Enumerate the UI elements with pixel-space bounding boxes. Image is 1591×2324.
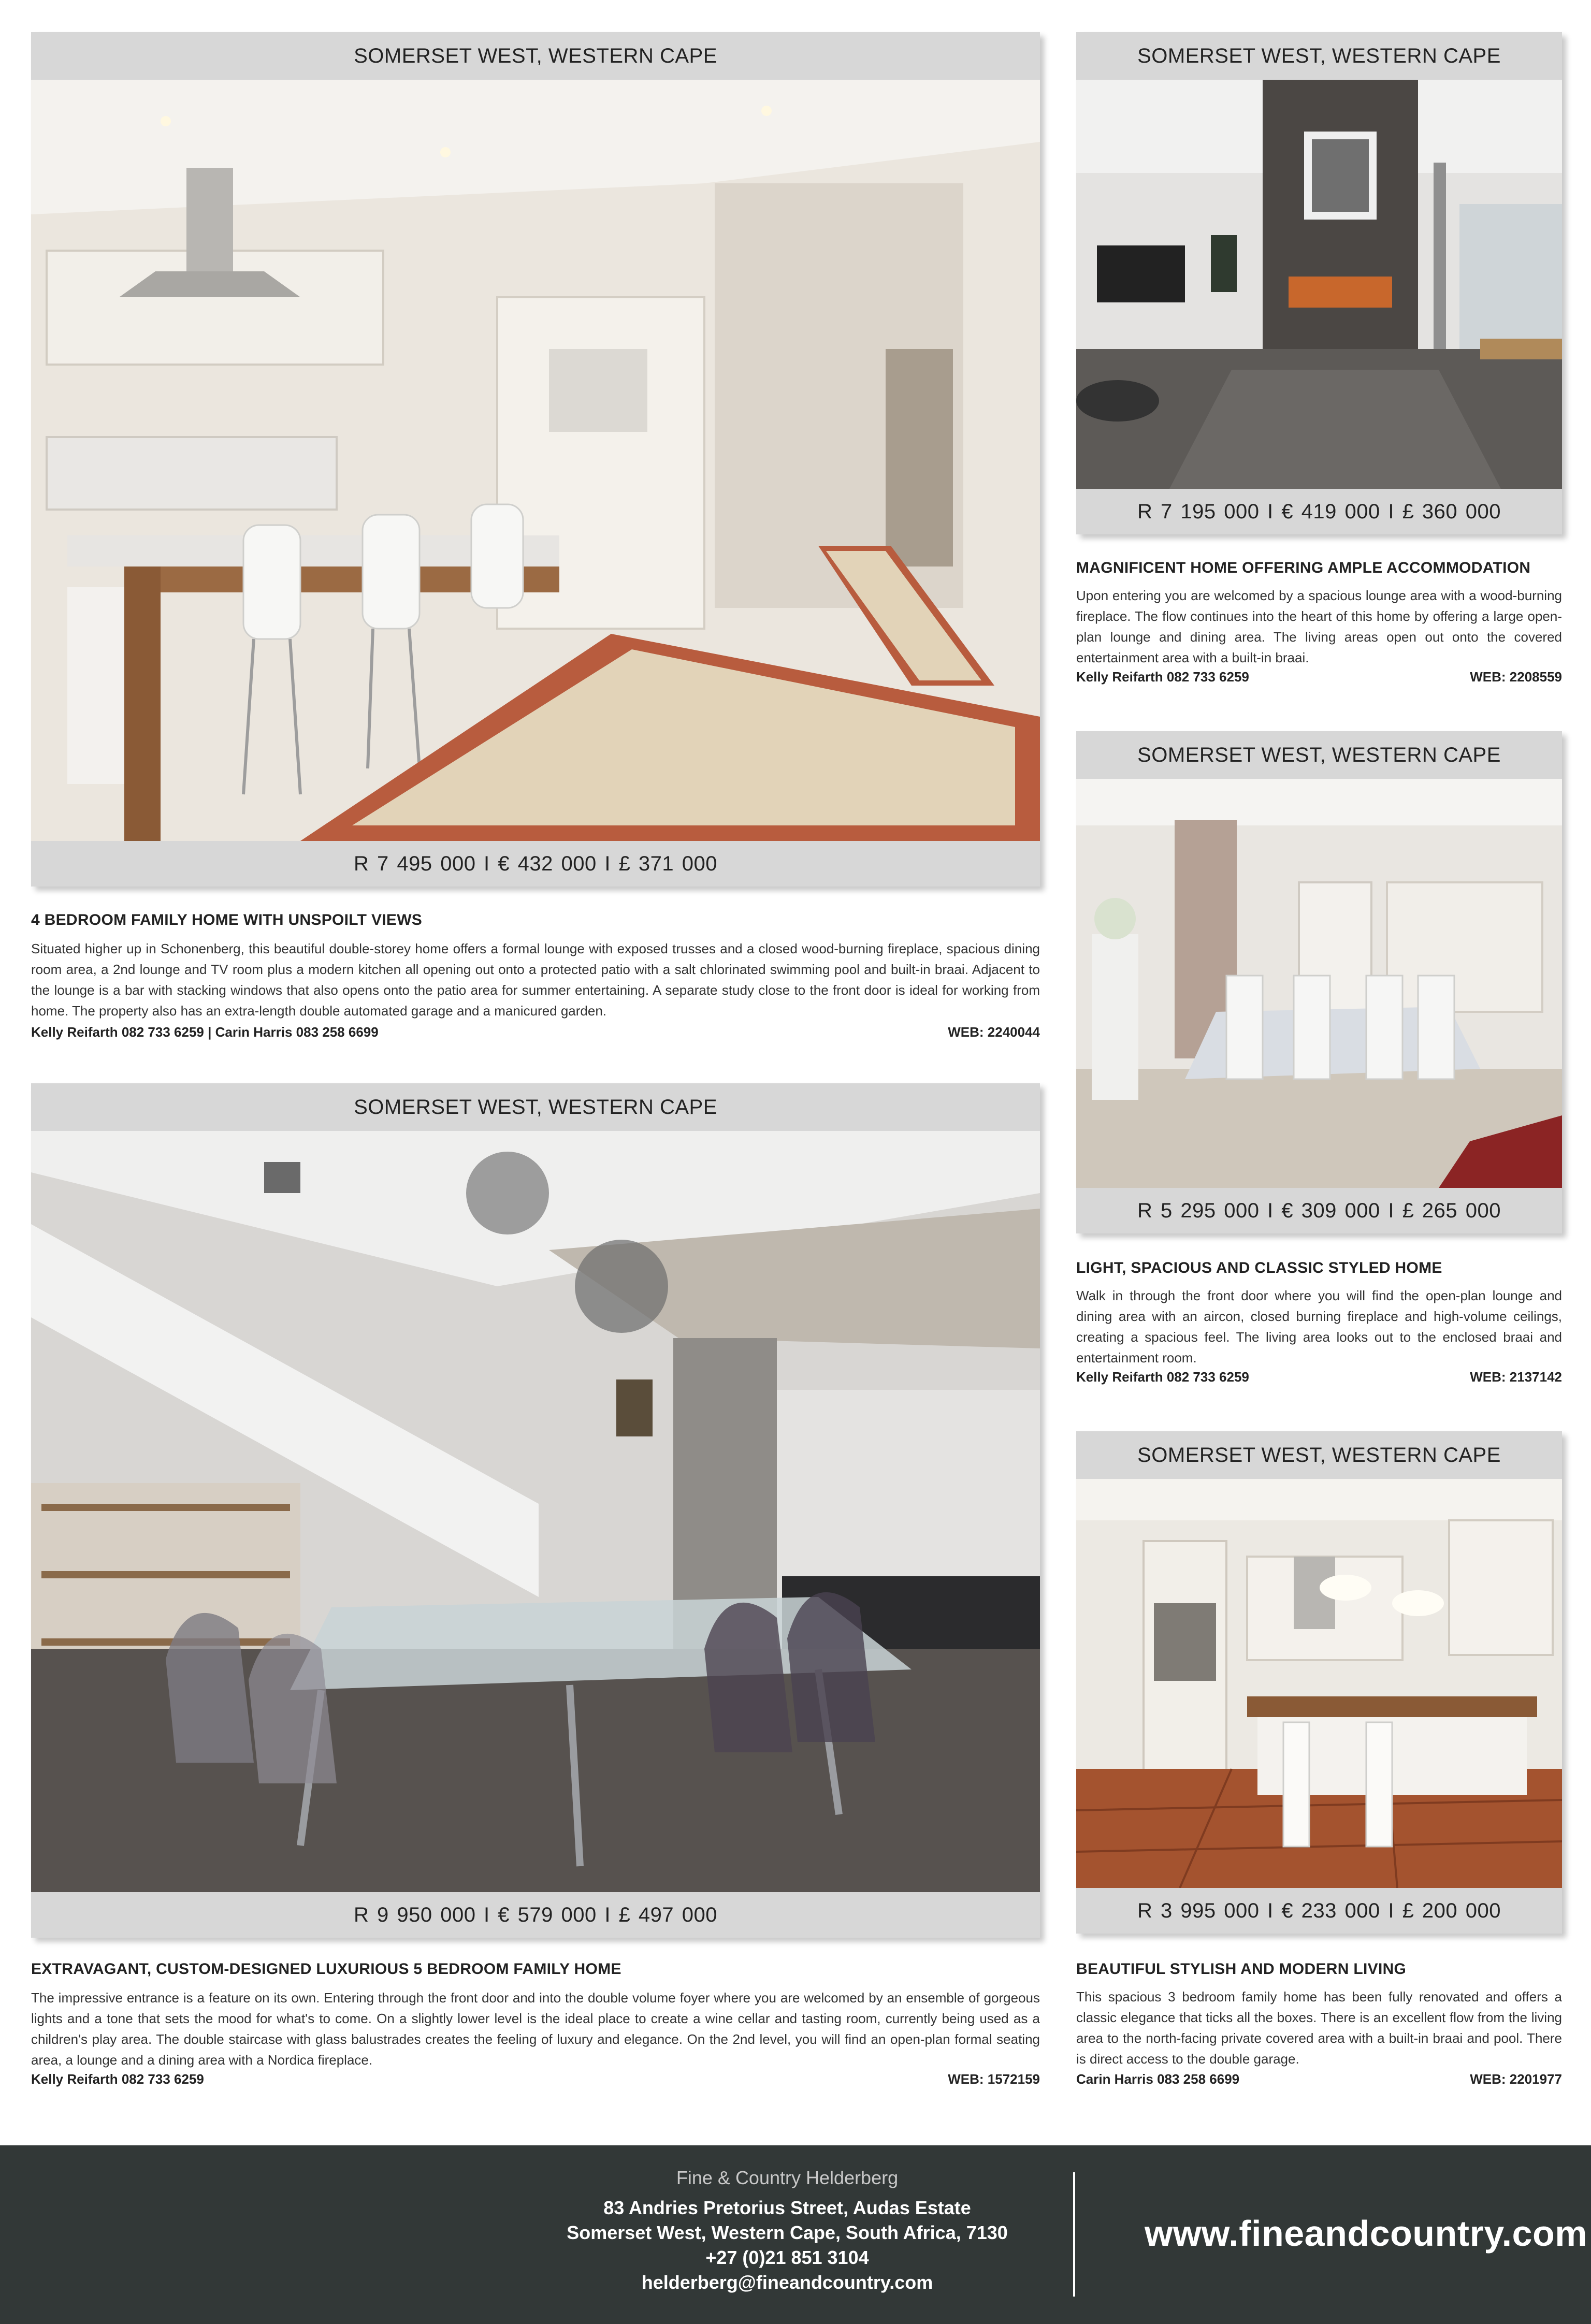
listing-description: Upon entering you are welcomed by a spacious lounge area with a wood-burning fireplace. The flow continues into the heart of this home by offering a large open-plan lounge and dining area. The living areas open out onto the covered entertainment area with a built-in braai. bbox=[1076, 588, 1562, 665]
lounge-illustration bbox=[1076, 80, 1562, 489]
lounge-photo[interactable] bbox=[1076, 80, 1562, 489]
listing-web-ref[interactable]: WEB: 1572159 bbox=[948, 2071, 1040, 2087]
listing-location: SOMERSET WEST, WESTERN CAPE bbox=[1076, 32, 1562, 80]
listing-description: This spacious 3 bedroom family home has been fully renovated and offers a classic elegance that ticks all the boxes. There is an excellent flow from the living area to the north-facing private covered area with a built-in braai and pool. There is direct access to the double garage. bbox=[1076, 1989, 1562, 2067]
kitchen-photo[interactable] bbox=[31, 80, 1040, 841]
listing-price: R 7 195 000 I € 419 000 I £ 360 000 bbox=[1076, 489, 1562, 534]
listing-location: SOMERSET WEST, WESTERN CAPE bbox=[1076, 731, 1562, 779]
listing-web-ref[interactable]: WEB: 2137142 bbox=[1470, 1369, 1562, 1385]
website-link[interactable]: www.fineandcountry.com bbox=[1145, 2213, 1587, 2254]
listing-card-5[interactable] bbox=[1076, 1431, 1562, 1934]
listing-contact[interactable]: Kelly Reifarth 082 733 6259 bbox=[1076, 1369, 1249, 1385]
kitchen-island-photo[interactable] bbox=[1076, 1479, 1562, 1888]
listing-heading: MAGNIFICENT HOME OFFERING AMPLE ACCOMMODATION bbox=[1076, 559, 1531, 576]
listing-location: SOMERSET WEST, WESTERN CAPE bbox=[31, 32, 1040, 80]
listing-price: R 5 295 000 I € 309 000 I £ 265 000 bbox=[1076, 1188, 1562, 1233]
listing-price: R 7 495 000 I € 432 000 I £ 371 000 bbox=[31, 841, 1040, 887]
listing-description: Walk in through the front door where you will find the open-plan lounge and dining area with an aircon, closed burning fireplace and high-volume ceilings, creating a spacious feel. The living area looks out to the enclosed braai and entertainment room. bbox=[1076, 1288, 1562, 1366]
footer-divider bbox=[1073, 2172, 1075, 2297]
listing-contact[interactable]: Kelly Reifarth 082 733 6259 bbox=[31, 2071, 204, 2087]
dining-room-photo[interactable] bbox=[1076, 779, 1562, 1188]
office-phone[interactable]: +27 (0)21 851 3104 bbox=[705, 2247, 869, 2268]
listing-contact[interactable]: Carin Harris 083 258 6699 bbox=[1076, 2071, 1240, 2087]
office-email[interactable]: helderberg@fineandcountry.com bbox=[641, 2272, 933, 2293]
listing-heading: LIGHT, SPACIOUS AND CLASSIC STYLED HOME bbox=[1076, 1259, 1442, 1276]
listing-web-ref[interactable]: WEB: 2240044 bbox=[948, 1024, 1040, 1040]
listing-description: The impressive entrance is a feature on its own. Entering through the front door and into the double volume foyer where you are welcomed by an ensemble of gorgeous lights and a tone that sets the mood for what's to come. On a slightly lower level is the ideal place to create a wine cellar and tasting room, currently being used as a children's play area. The double staircase with glass balustrades creates the feeling of luxury and elegance. On the 2nd level, you will find an open-plan formal seating area, a lounge and a dining area with a Nordica fireplace. bbox=[31, 1990, 1040, 2068]
listing-location: SOMERSET WEST, WESTERN CAPE bbox=[1076, 1431, 1562, 1479]
address-line-1: 83 Andries Pretorius Street, Audas Estate bbox=[603, 2197, 971, 2218]
listing-card-1[interactable] bbox=[31, 32, 1040, 887]
dining-illustration bbox=[31, 1131, 1040, 1892]
listing-web-ref[interactable]: WEB: 2208559 bbox=[1470, 669, 1562, 685]
listing-card-4[interactable] bbox=[1076, 731, 1562, 1233]
dining-room-illustration bbox=[1076, 779, 1562, 1188]
kitchen-island-illustration bbox=[1076, 1479, 1562, 1888]
listing-web-ref[interactable]: WEB: 2201977 bbox=[1470, 2071, 1562, 2087]
listing-price: R 3 995 000 I € 233 000 I £ 200 000 bbox=[1076, 1888, 1562, 1934]
dining-photo[interactable] bbox=[31, 1131, 1040, 1892]
listing-card-3[interactable] bbox=[1076, 32, 1562, 534]
listing-contact[interactable]: Kelly Reifarth 082 733 6259 | Carin Harris 083 258 6699 bbox=[31, 1024, 379, 1040]
listing-description: Situated higher up in Schonenberg, this beautiful double-storey home offers a formal lounge with exposed trusses and a closed wood-burning fireplace, spacious dining room area, a 2nd lounge and TV room plus a modern kitchen all opening out onto a protected patio with a salt chlorinated swimming pool and built-in braai. Adjacent to the lounge is a bar with stacking windows that also opens onto the patio area for summer entertaining. A separate study close to the front door is ideal for working from home. The property also has an extra-length double automated garage and a manicured garden. bbox=[31, 941, 1040, 1019]
listing-heading: BEAUTIFUL STYLISH AND MODERN LIVING bbox=[1076, 1960, 1407, 1978]
listing-heading: EXTRAVAGANT, CUSTOM-DESIGNED LUXURIOUS 5 BEDROOM FAMILY HOME bbox=[31, 1960, 621, 1978]
listing-contact[interactable]: Kelly Reifarth 082 733 6259 bbox=[1076, 669, 1249, 685]
listing-price: R 9 950 000 I € 579 000 I £ 497 000 bbox=[31, 1892, 1040, 1938]
footer bbox=[0, 2145, 1591, 2324]
listing-heading: 4 BEDROOM FAMILY HOME WITH UNSPOILT VIEWS bbox=[31, 911, 423, 928]
listing-location: SOMERSET WEST, WESTERN CAPE bbox=[31, 1083, 1040, 1131]
listing-card-2[interactable] bbox=[31, 1083, 1040, 1938]
office-name: Fine & Country Helderberg bbox=[676, 2167, 899, 2188]
kitchen-illustration bbox=[31, 80, 1040, 841]
address-line-2: Somerset West, Western Cape, South Africa, 7130 bbox=[567, 2222, 1008, 2243]
